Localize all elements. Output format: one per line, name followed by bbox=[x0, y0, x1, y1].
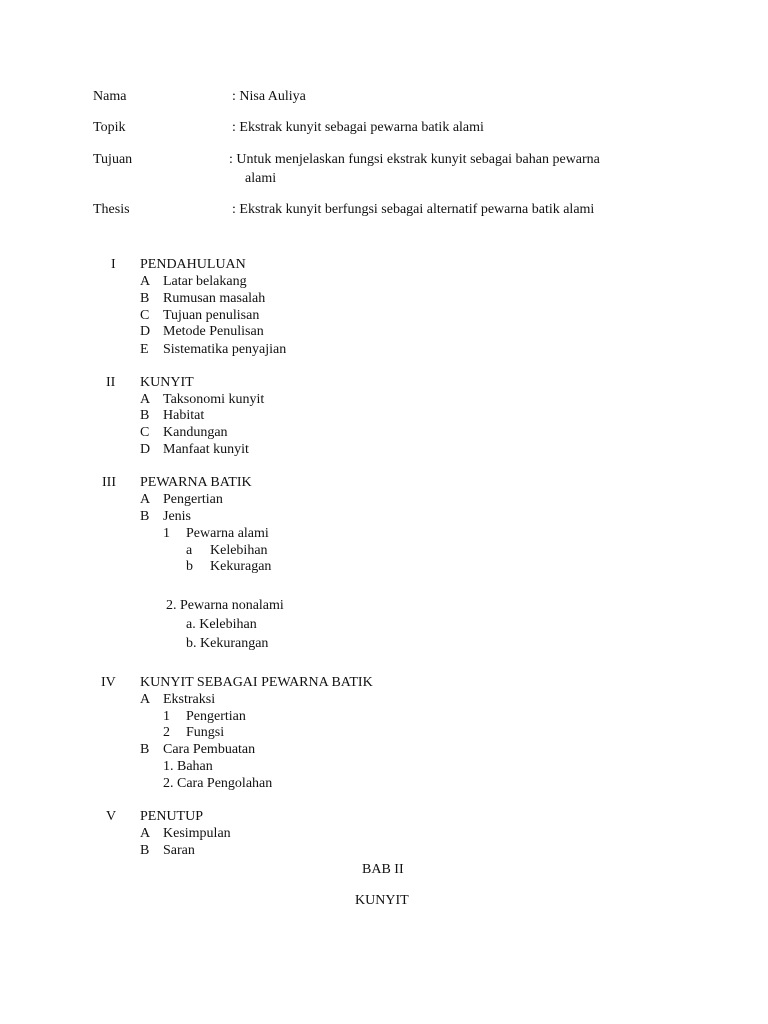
topik-value: : Ekstrak kunyit sebagai pewarna batik alami bbox=[232, 120, 484, 135]
chapter-title: KUNYIT bbox=[355, 893, 409, 908]
section-5-title: PENUTUP bbox=[140, 809, 204, 824]
section-3-title: PEWARNA BATIK bbox=[140, 475, 252, 490]
outline-subitem-marker: 2 bbox=[163, 725, 170, 740]
outline-item-marker: A bbox=[140, 392, 151, 407]
outline-item-text: Jenis bbox=[163, 509, 191, 524]
outline-item-text: Kandungan bbox=[163, 425, 228, 440]
outline-item-marker: E bbox=[140, 342, 149, 357]
thesis-label: Thesis bbox=[93, 202, 130, 217]
outline-subitem-text: 2. Pewarna nonalami bbox=[166, 598, 284, 613]
outline-item-text: Saran bbox=[163, 843, 195, 858]
outline-subsubitem-marker: b bbox=[186, 559, 193, 574]
outline-item-marker: A bbox=[140, 274, 151, 289]
outline-item-text: Taksonomi kunyit bbox=[163, 392, 265, 407]
outline-item-text: Metode Penulisan bbox=[163, 324, 264, 339]
outline-subitem-text: Fungsi bbox=[186, 725, 225, 740]
outline-item-marker: D bbox=[140, 442, 151, 457]
outline-item-text: Rumusan masalah bbox=[163, 291, 266, 306]
outline-item-marker: C bbox=[140, 308, 150, 323]
nama-value: : Nisa Auliya bbox=[232, 89, 306, 104]
section-3-number: III bbox=[102, 475, 116, 490]
outline-subsubitem-text: b. Kekurangan bbox=[186, 636, 269, 651]
outline-item-text: Ekstraksi bbox=[163, 692, 216, 707]
topik-label: Topik bbox=[93, 120, 126, 135]
outline-item-marker: B bbox=[140, 742, 150, 757]
outline-item-marker: A bbox=[140, 826, 151, 841]
outline-item-marker: B bbox=[140, 408, 150, 423]
nama-label: Nama bbox=[93, 89, 127, 104]
outline-subitem-text: 2. Cara Pengolahan bbox=[163, 776, 273, 791]
outline-item-text: Sistematika penyajian bbox=[163, 342, 287, 357]
thesis-value: : Ekstrak kunyit berfungsi sebagai alternatif pewarna batik alami bbox=[232, 202, 595, 217]
section-1-number: I bbox=[111, 257, 116, 272]
outline-subsubitem-marker: a bbox=[186, 543, 193, 558]
outline-item-marker: D bbox=[140, 324, 151, 339]
outline-subitem-text: Pengertian bbox=[186, 709, 246, 724]
outline-item-text: Tujuan penulisan bbox=[163, 308, 260, 323]
outline-subitem-marker: 1 bbox=[163, 709, 170, 724]
section-5-number: V bbox=[106, 809, 117, 824]
outline-item-text: Cara Pembuatan bbox=[163, 742, 256, 757]
outline-item-text: Habitat bbox=[163, 408, 205, 423]
tujuan-label: Tujuan bbox=[93, 152, 133, 167]
section-4-number: IV bbox=[101, 675, 116, 690]
chapter-number: BAB II bbox=[362, 862, 404, 877]
outline-subitem-text: Pewarna alami bbox=[186, 526, 269, 541]
outline-item-marker: A bbox=[140, 492, 151, 507]
outline-subsubitem-text: Kekuragan bbox=[210, 559, 272, 574]
outline-item-marker: C bbox=[140, 425, 150, 440]
outline-subsubitem-text: a. Kelebihan bbox=[186, 617, 257, 632]
outline-subitem-text: 1. Bahan bbox=[163, 759, 213, 774]
outline-item-text: Pengertian bbox=[163, 492, 223, 507]
outline-subitem-marker: 1 bbox=[163, 526, 170, 541]
section-1-title: PENDAHULUAN bbox=[140, 257, 246, 272]
outline-item-text: Latar belakang bbox=[163, 274, 247, 289]
outline-item-text: Manfaat kunyit bbox=[163, 442, 249, 457]
outline-item-marker: B bbox=[140, 291, 150, 306]
tujuan-value-line2: alami bbox=[245, 171, 277, 186]
outline-item-marker: B bbox=[140, 509, 150, 524]
outline-subsubitem-text: Kelebihan bbox=[210, 543, 268, 558]
section-2-title: KUNYIT bbox=[140, 375, 194, 390]
outline-item-marker: A bbox=[140, 692, 151, 707]
section-4-title: KUNYIT SEBAGAI PEWARNA BATIK bbox=[140, 675, 373, 690]
outline-item-marker: B bbox=[140, 843, 150, 858]
tujuan-value-line1: : Untuk menjelaskan fungsi ekstrak kunyit sebagai bahan pewarna bbox=[229, 152, 600, 167]
section-2-number: II bbox=[106, 375, 116, 390]
outline-item-text: Kesimpulan bbox=[163, 826, 231, 841]
